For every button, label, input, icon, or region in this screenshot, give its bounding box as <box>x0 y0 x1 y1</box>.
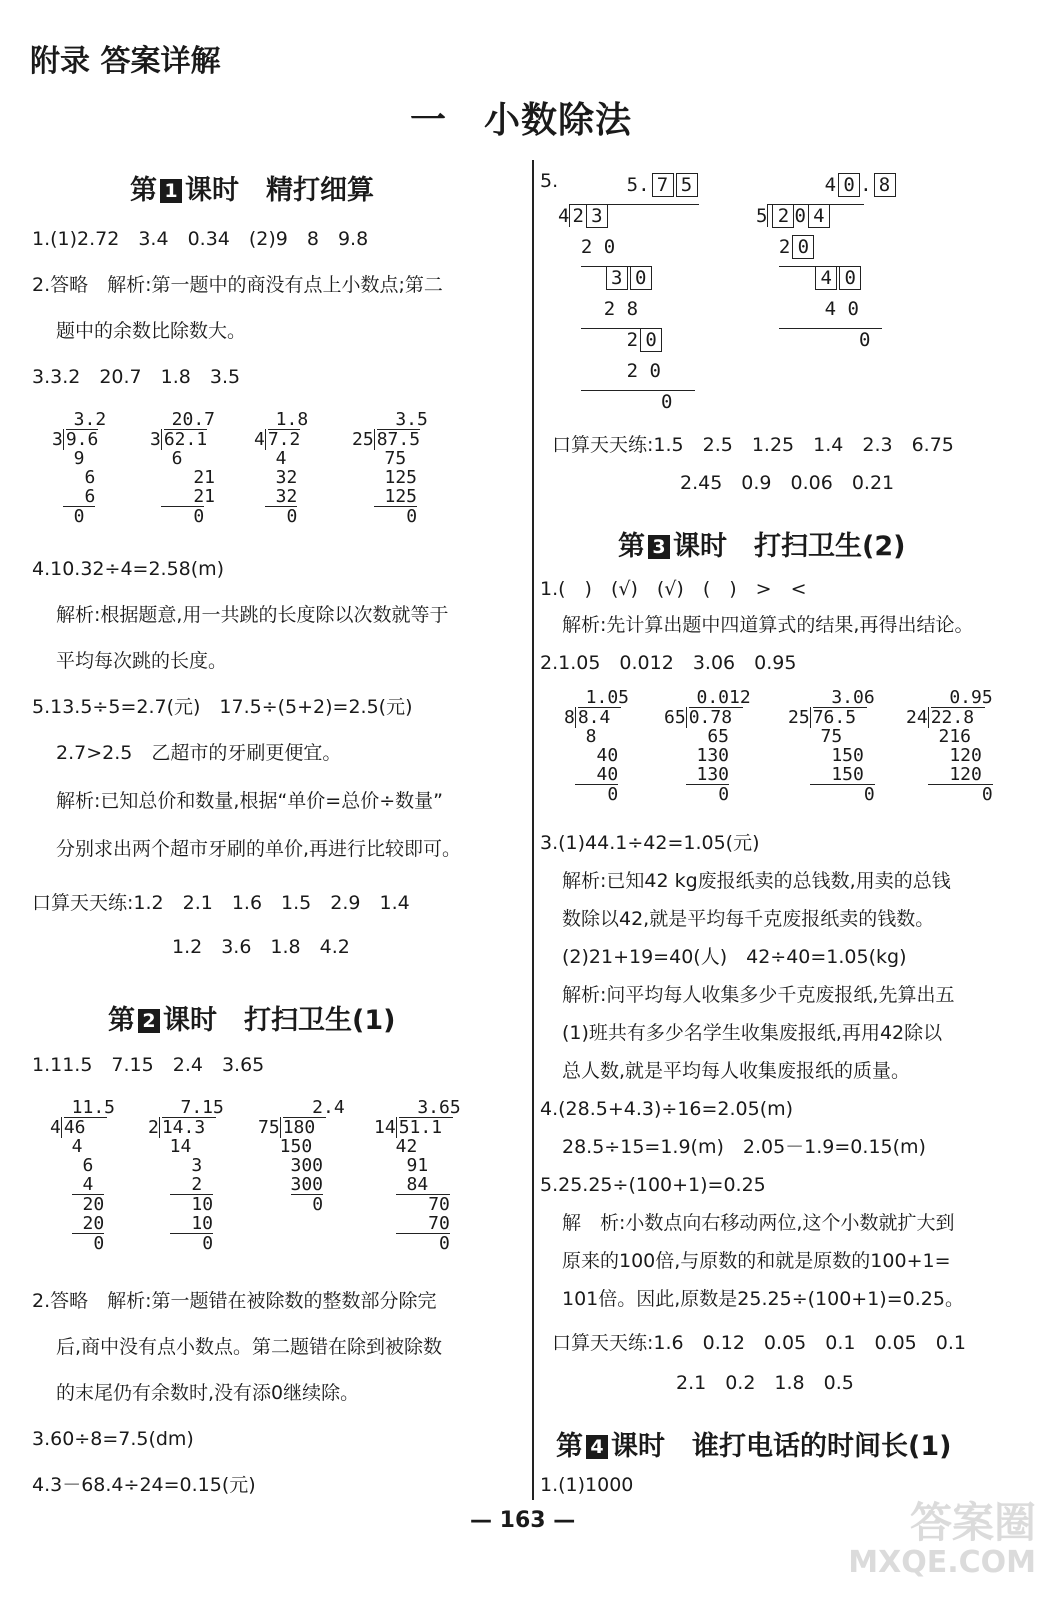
explanation-3-3e: 总人数,就是平均每人收集废报纸的质量。 <box>562 1060 911 1082</box>
answer-1-5: 5.13.5÷5=2.7(元) 17.5÷(5+2)=2.5(元) <box>32 696 413 718</box>
explanation-1-4a: 解析:根据题意,用一共跳的长度除以次数就等于 <box>56 604 449 626</box>
explanation-3-3c: 解析:问平均每人收集多少千克废报纸,先算出五 <box>562 984 955 1006</box>
mental-math-3a: 口算天天练:1.6 0.12 0.05 0.1 0.05 0.1 <box>552 1332 966 1354</box>
watermark-logo: 答案圈 <box>909 1498 1036 1547</box>
answer-3-5: 5.25.25÷(100+1)=0.25 <box>540 1174 766 1196</box>
answer-3-3b: (2)21+19=40(人) 42÷40=1.05(kg) <box>562 946 907 968</box>
explanation-3-3a: 解析:已知42 kg废报纸卖的总钱数,用卖的总钱 <box>562 870 951 892</box>
lesson-3-heading: 第 3 课时 打扫卫生(2) <box>618 531 906 562</box>
mental-math-1a: 口算天天练:1.2 2.1 1.6 1.5 2.9 1.4 <box>32 892 410 914</box>
answer-1-4: 4.10.32÷4=2.58(m) <box>32 558 225 580</box>
explanation-3-5b: 原来的100倍,与原数的和就是原数的100+1= <box>562 1250 951 1272</box>
long-division: 11.5 4 46 4 6 4 20 20 0 <box>50 1097 116 1254</box>
long-division: 0.012 65 0.78 65 130 130 0 <box>664 687 751 805</box>
explanation-1-4b: 平均每次跳的长度。 <box>56 650 228 672</box>
mental-math-2b: 2.45 0.9 0.06 0.21 <box>680 472 895 494</box>
lesson-4-heading: 第 4 课时 谁打电话的时间长(1) <box>556 1431 952 1462</box>
explanation-3-3b: 数除以42,就是平均每千克废报纸卖的钱数。 <box>562 908 935 930</box>
mental-math-3b: 2.1 0.2 1.8 0.5 <box>676 1372 854 1394</box>
long-division: 3.5 25 87.5 75 125 125 0 <box>352 409 428 527</box>
lesson-1-heading: 第 1 课时 精打细算 <box>130 175 374 206</box>
watermark-url: MXQE.COM <box>848 1545 1036 1580</box>
answer-2-5: 5. <box>540 170 559 192</box>
long-division: 1.8 4 7.2 4 32 32 0 <box>254 409 309 527</box>
explanation-3-5a: 解 析:小数点向右移动两位,这个小数就扩大到 <box>562 1212 955 1234</box>
explanation-1-5a: 解析:已知总价和数量,根据“单价=总价÷数量” <box>56 790 443 812</box>
long-division: 20.7 3 62.1 6 21 21 0 <box>150 409 216 527</box>
answer-2-2b: 后,商中没有点小数点。第二题错在除到被除数 <box>56 1336 443 1358</box>
long-division: 7.15 2 14.3 14 3 2 10 10 0 <box>148 1097 224 1254</box>
explanation-3-3d: (1)班共有多少名学生收集废报纸,再用42除以 <box>562 1022 943 1044</box>
answer-1-1: 1.(1)2.72 3.4 0.34 (2)9 8 9.8 <box>32 228 369 250</box>
explanation-3-5c: 101倍。因此,原数是25.25÷(100+1)=0.25。 <box>562 1288 964 1310</box>
answer-3-4: 4.(28.5+4.3)÷16=2.05(m) <box>540 1098 794 1120</box>
page-number: — 163 — <box>470 1508 576 1533</box>
long-division-boxes: 4 0 . 8 5 2 0 4 2 0 4 0 4 0 0 <box>756 170 896 356</box>
answer-2-3: 3.60÷8=7.5(dm) <box>32 1428 194 1450</box>
long-division-boxes: 5. 7 5 4 2 3 2 0 3 0 2 8 2 0 2 0 0 <box>558 170 699 418</box>
explanation-1-5b: 分别求出两个超市牙刷的单价,再进行比较即可。 <box>56 838 462 860</box>
column-divider <box>532 160 534 1500</box>
answer-2-4: 4.3－68.4÷24=0.15(元) <box>32 1474 256 1496</box>
long-division: 3.2 3 9.6 9 6 6 0 <box>52 409 107 527</box>
answer-2-2c: 的末尾仍有余数时,没有添0继续除。 <box>56 1382 360 1404</box>
chapter-title: 一 小数除法 <box>410 100 633 141</box>
long-division: 0.95 24 22.8 216 120 120 0 <box>906 687 993 805</box>
mental-math-1b: 1.2 3.6 1.8 4.2 <box>172 936 350 958</box>
long-division: 1.05 8 8.4 8 40 40 0 <box>564 687 630 805</box>
explanation-3-1: 解析:先计算出题中四道算式的结果,再得出结论。 <box>562 614 974 636</box>
answer-3-4b: 28.5÷15=1.9(m) 2.05－1.9=0.15(m) <box>562 1136 926 1158</box>
long-division: 3.65 14 51.1 42 91 84 70 70 0 <box>374 1097 461 1254</box>
appendix-title: 附录 答案详解 <box>30 44 221 79</box>
answer-1-5b: 2.7>2.5 乙超市的牙刷更便宜。 <box>56 742 342 764</box>
mental-math-2a: 口算天天练:1.5 2.5 1.25 1.4 2.3 6.75 <box>552 434 954 456</box>
answer-1-2b: 题中的余数比除数大。 <box>56 320 247 342</box>
answer-3-3: 3.(1)44.1÷42=1.05(元) <box>540 832 760 854</box>
answer-1-3: 3.3.2 20.7 1.8 3.5 <box>32 366 241 388</box>
answer-2-1: 1.11.5 7.15 2.4 3.65 <box>32 1054 265 1076</box>
long-division: 2.4 75 180 150 300 300 0 <box>258 1097 345 1215</box>
answer-1-2a: 2.答略 解析:第一题中的商没有点上小数点;第二 <box>32 274 443 296</box>
answer-3-1: 1.( ) (√) (√) ( ) > < <box>540 578 807 600</box>
answer-3-2: 2.1.05 0.012 3.06 0.95 <box>540 652 797 674</box>
answer-4-1: 1.(1)1000 <box>540 1474 634 1496</box>
answer-2-2a: 2.答略 解析:第一题错在被除数的整数部分除完 <box>32 1290 437 1312</box>
long-division: 3.06 25 76.5 75 150 150 0 <box>788 687 875 805</box>
lesson-2-heading: 第 2 课时 打扫卫生(1) <box>108 1005 396 1036</box>
